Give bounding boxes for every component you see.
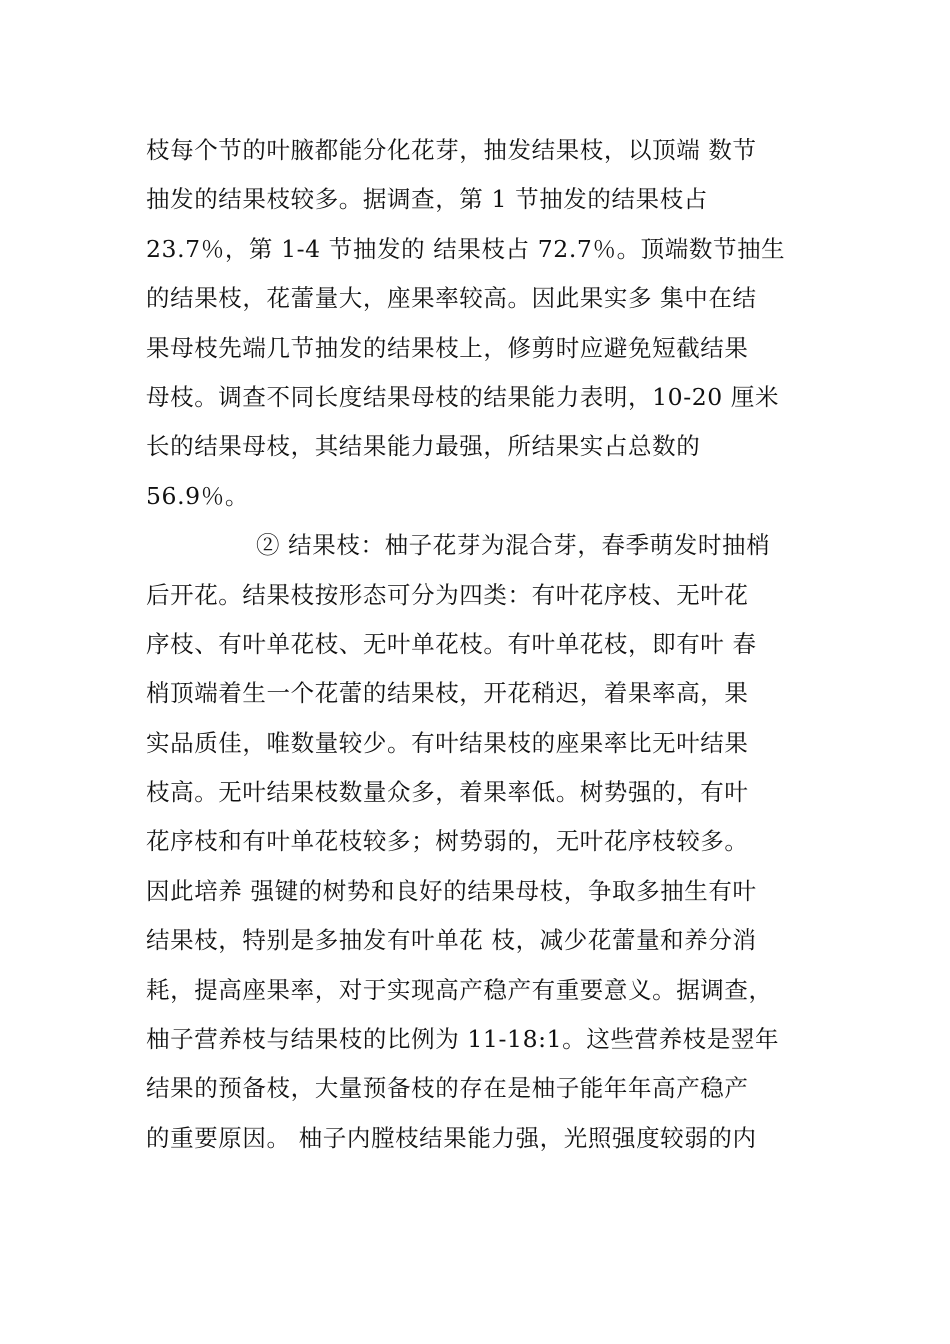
text-line: 枝每个节的叶腋都能分化花芽，抽发结果枝，以顶端 数节 xyxy=(146,136,757,164)
text-line: 实品质佳，唯数量较少。有叶结果枝的座果率比无叶结果 xyxy=(146,728,749,757)
text-line: 23.7％，第 1-4 节抽发的 结果枝占 72.7％。顶端数节抽生 xyxy=(146,234,786,263)
body-text xyxy=(146,126,846,1163)
text-line: 母枝。调查不同长度结果母枝的结果能力表明，10-20 厘米 xyxy=(146,382,780,411)
text-line: 花序枝和有叶单花枝较多；树势弱的，无叶花序枝较多。 xyxy=(146,827,749,856)
text-line: 结果的预备枝，大量预备枝的存在是柚子能年年高产稳产 xyxy=(146,1074,749,1103)
text-line: 长的结果母枝，其结果能力最强，所结果实占总数的 xyxy=(146,432,701,461)
text-line: ② 结果枝：柚子花芽为混合芽，春季萌发时抽梢 xyxy=(256,531,771,560)
text-line: 结果枝，特别是多抽发有叶单花 枝，减少花蕾量和养分消 xyxy=(146,926,757,955)
paragraph-fruiting-mother-branch xyxy=(146,126,846,521)
text-line: 后开花。结果枝按形态可分为四类：有叶花序枝、无叶花 xyxy=(146,580,749,609)
text-line: 56.9％。 xyxy=(146,481,249,510)
text-line: 柚子营养枝与结果枝的比例为 11-18:1。这些营养枝是翌年 xyxy=(146,1025,780,1054)
text-line: 果母枝先端几节抽发的结果枝上，修剪时应避免短截结果 xyxy=(146,333,749,362)
text-line: 耗，提高座果率，对于实现高产稳产有重要意义。据调查， xyxy=(146,975,773,1004)
text-line: 因此培养 强键的树势和良好的结果母枝，争取多抽生有叶 xyxy=(146,876,757,905)
text-line: 的重要原因。 柚子内膛枝结果能力强，光照强度较弱的内 xyxy=(146,1123,757,1152)
paragraph-fruiting-branch xyxy=(146,521,846,1163)
text-line: 序枝、有叶单花枝、无叶单花枝。有叶单花枝，即有叶 春 xyxy=(146,629,757,658)
text-line: 枝高。无叶结果枝数量众多，着果率低。树势强的，有叶 xyxy=(146,778,749,807)
text-line: 的结果枝，花蕾量大，座果率较高。因此果实多 集中在结 xyxy=(146,284,757,313)
text-line: 抽发的结果枝较多。据调查，第 1 节抽发的结果枝占 xyxy=(146,185,708,214)
text-line: 梢顶端着生一个花蕾的结果枝，开花稍迟，着果率高，果 xyxy=(146,679,749,708)
